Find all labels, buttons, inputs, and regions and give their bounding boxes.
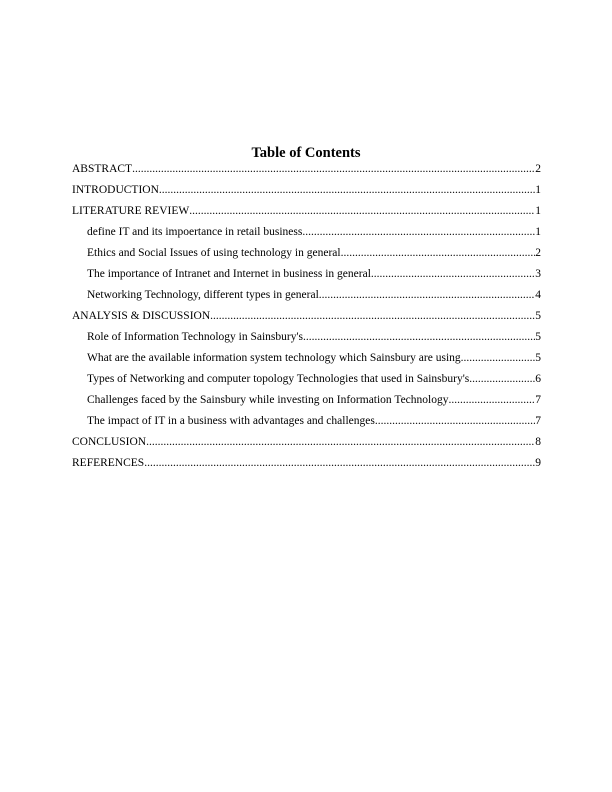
- toc-dot-leader: [146, 435, 535, 449]
- toc-entry-abstract[interactable]: [72, 162, 541, 183]
- toc-title: Table of Contents: [251, 145, 361, 161]
- toc-dot-leader: [302, 225, 535, 239]
- toc-dot-leader: [144, 456, 535, 470]
- toc-entry-role-of-it[interactable]: [72, 330, 541, 351]
- toc-entry-page: 9: [535, 457, 541, 469]
- toc-dot-leader: [341, 246, 536, 260]
- toc-entry-page: 8: [535, 436, 541, 448]
- toc-dot-leader: [469, 372, 535, 386]
- toc-entry-text: What are the available information system technology which Sainsbury are using: [87, 352, 461, 364]
- toc-dot-leader: [375, 414, 535, 428]
- toc-entry-page: 5: [535, 352, 541, 364]
- toc-entry-text: Role of Information Technology in Sainsbury's: [87, 331, 304, 343]
- toc-dot-leader: [303, 330, 535, 344]
- toc-dot-leader: [448, 393, 535, 407]
- toc-entry-text: CONCLUSION: [72, 436, 147, 448]
- toc-entry-conclusion[interactable]: [72, 435, 541, 456]
- toc-entry-text: Types of Networking and computer topology Technologies that used in Sainsbury's: [87, 373, 470, 385]
- toc-entry-page: 4: [535, 289, 541, 301]
- toc-entry-ethics-social-issues[interactable]: [72, 246, 541, 267]
- toc-list: [72, 162, 541, 477]
- toc-entry-text: INTRODUCTION: [72, 184, 159, 196]
- toc-dot-leader: [461, 351, 536, 365]
- toc-entry-text: ANALYSIS & DISCUSSION: [72, 310, 211, 322]
- toc-entry-page: 7: [535, 394, 541, 406]
- toc-entry-page: 5: [535, 331, 541, 343]
- toc-entry-page: 1: [535, 205, 541, 217]
- toc-dot-leader: [371, 267, 535, 281]
- toc-entry-introduction[interactable]: [72, 183, 541, 204]
- toc-entry-available-systems[interactable]: [72, 351, 541, 372]
- toc-entry-page: 7: [535, 415, 541, 427]
- toc-entry-define-it[interactable]: [72, 225, 541, 246]
- toc-entry-text: Ethics and Social Issues of using technology in general: [87, 247, 341, 259]
- toc-dot-leader: [189, 204, 535, 218]
- toc-dot-leader: [132, 162, 535, 176]
- toc-entry-text: ABSTRACT: [72, 163, 133, 175]
- toc-entry-text: The importance of Intranet and Internet in business in general: [87, 268, 371, 280]
- toc-dot-leader: [319, 288, 535, 302]
- toc-entry-page: 1: [535, 226, 541, 238]
- toc-entry-page: 2: [535, 247, 541, 259]
- toc-entry-networking-topology[interactable]: [72, 372, 541, 393]
- toc-entry-analysis-discussion[interactable]: [72, 309, 541, 330]
- toc-entry-challenges[interactable]: [72, 393, 541, 414]
- toc-entry-page: 1: [535, 184, 541, 196]
- toc-entry-text: define IT and its impoertance in retail business: [87, 226, 303, 238]
- toc-entry-impact-of-it[interactable]: [72, 414, 541, 435]
- toc-entry-text: REFERENCES: [72, 457, 145, 469]
- toc-entry-page: 5: [535, 310, 541, 322]
- toc-entry-intranet-internet[interactable]: [72, 267, 541, 288]
- toc-entry-page: 6: [535, 373, 541, 385]
- toc-entry-page: 3: [535, 268, 541, 280]
- toc-entry-text: The impact of IT in a business with advantages and challenges: [87, 415, 375, 427]
- toc-dot-leader: [210, 309, 535, 323]
- toc-entry-text: Networking Technology, different types in general: [87, 289, 319, 301]
- toc-entry-text: LITERATURE REVIEW: [72, 205, 190, 217]
- toc-entry-references[interactable]: [72, 456, 541, 477]
- toc-entry-networking-technology[interactable]: [72, 288, 541, 309]
- toc-entry-literature-review[interactable]: [72, 204, 541, 225]
- toc-dot-leader: [159, 183, 535, 197]
- toc-entry-text: Challenges faced by the Sainsbury while investing on Information Technology: [87, 394, 449, 406]
- toc-entry-page: 2: [535, 163, 541, 175]
